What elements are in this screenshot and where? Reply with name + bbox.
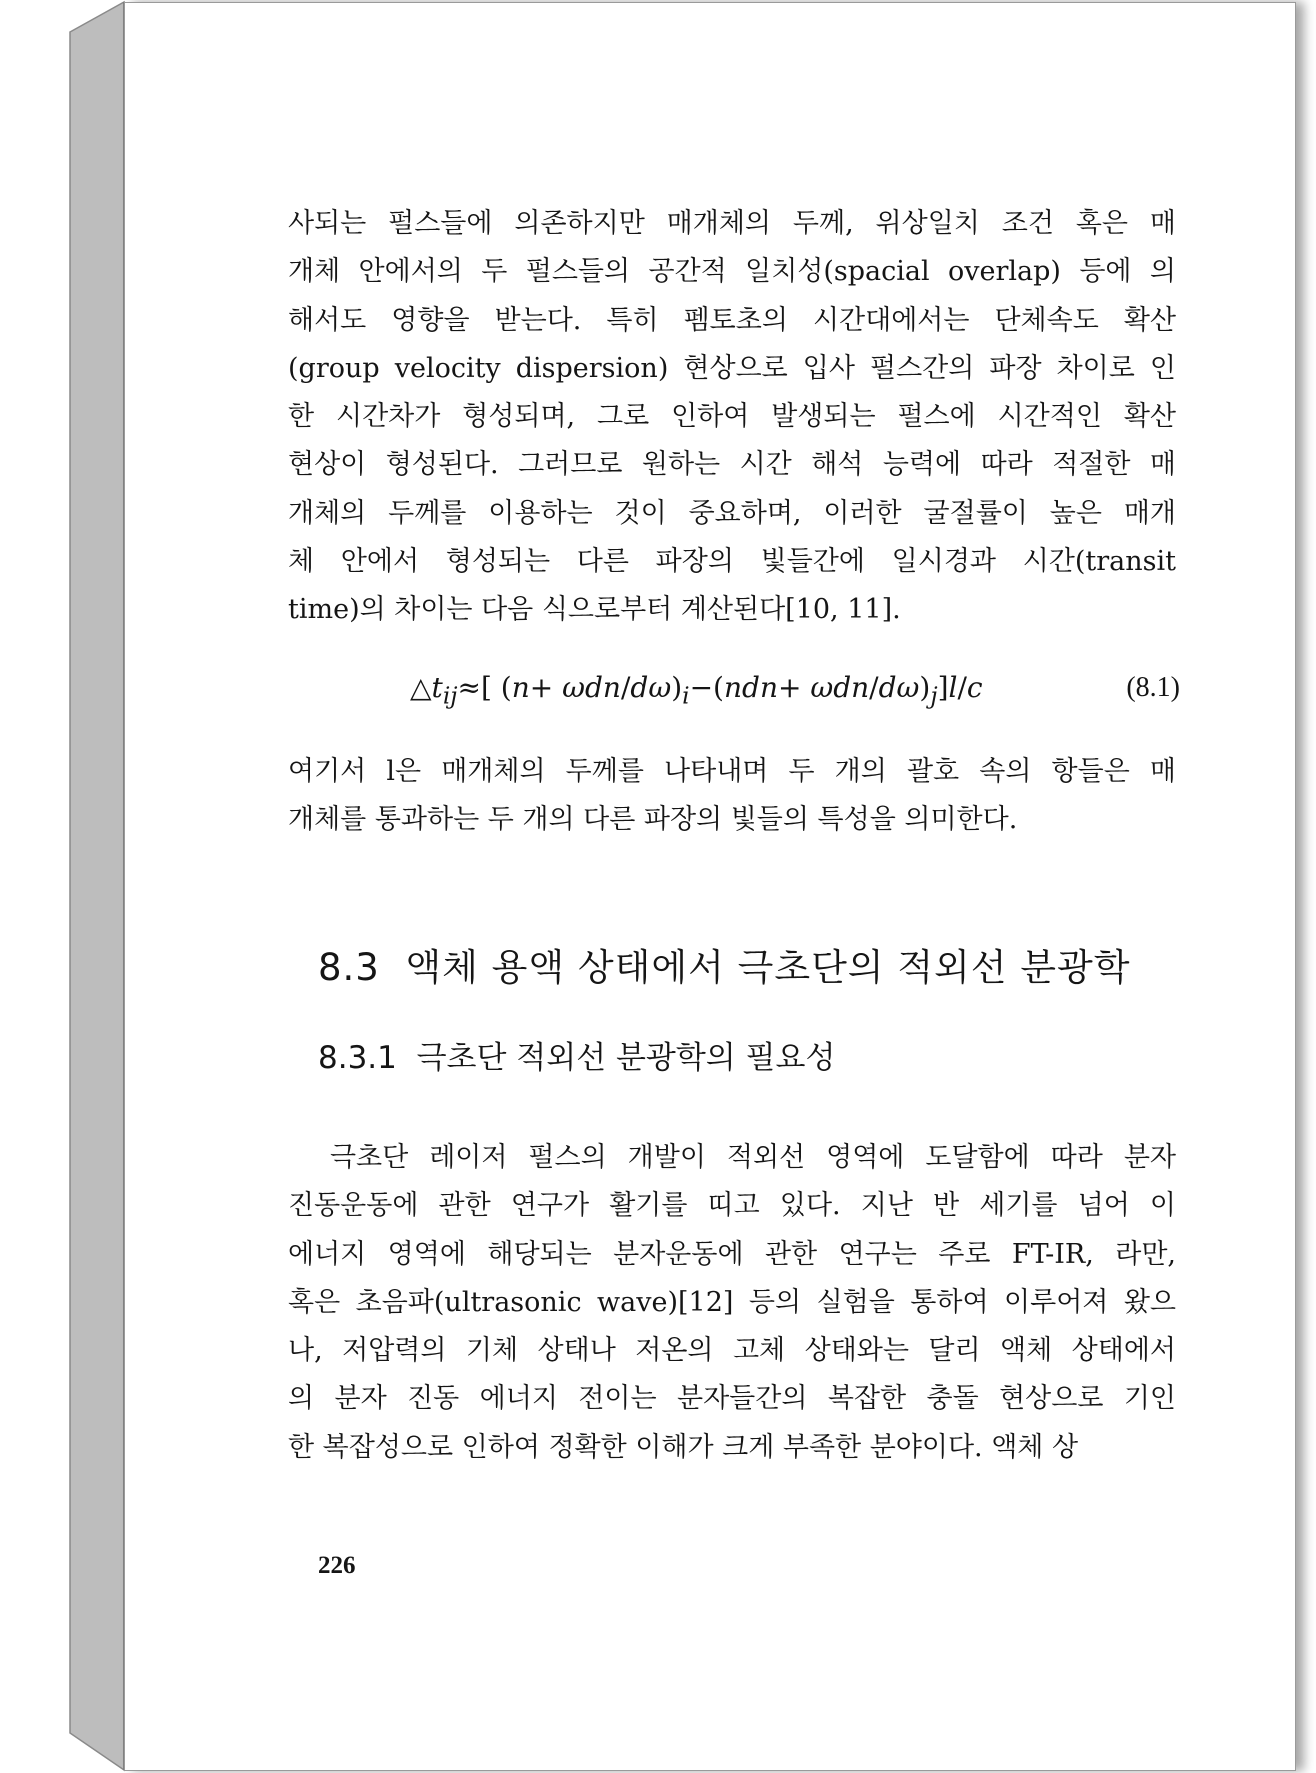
text-line: 개체를 통과하는 두 개의 다른 파장의 빛들의 특성을 의미한다. — [288, 804, 1018, 836]
text-line: time)의 차이는 다음 식으로부터 계산된다[10, 11]. — [288, 594, 901, 626]
text-line: 나, 저압력의 기체 상태나 저온의 고체 상태와는 달리 액체 상태에서 — [288, 1335, 1176, 1367]
text-line: (group velocity dispersion) 현상으로 입사 펄스간의 파장 차이로 인 — [288, 352, 1176, 384]
paragraph-2 — [288, 748, 1176, 845]
paragraph-3 — [288, 1134, 1176, 1472]
equation-expression: $\triangle t_{ij}\approx$[ (n+ ωdn/$d\omega)_i-(ndn+ \omega dn/d\omega)_j]l/c$ — [410, 671, 983, 710]
text-line: 사되는 펄스들에 의존하지만 매개체의 두께, 위상일치 조건 혹은 매 — [288, 208, 1176, 239]
equation-number: (8.1) — [1126, 672, 1180, 703]
text-line: 여기서 l은 매개체의 두께를 나타내며 두 개의 괄호 속의 항들은 매 — [288, 756, 1176, 787]
text-block-3 — [288, 1134, 1176, 1472]
text-line: 진동운동에 관한 연구가 활기를 띠고 있다. 지난 반 세기를 넘어 이 — [288, 1190, 1176, 1222]
text-block — [288, 200, 1176, 635]
text-line: 한 시간차가 형성되며, 그로 인하여 발생되는 펄스에 시간적인 확산 — [288, 401, 1176, 433]
text-line: 한 복잡성으로 인하여 정확한 이해가 크게 부족한 분야이다. 액체 상 — [288, 1431, 1079, 1463]
text-line: 개체의 두께를 이용하는 것이 중요하며, 이러한 굴절률이 높은 매개 — [288, 497, 1176, 529]
text-line: 개체 안에서의 두 펄스들의 공간적 일치성(spacial overlap) 등에 의 — [288, 256, 1176, 288]
book-spine — [70, 2, 124, 1770]
equation-8-1 — [410, 666, 1180, 710]
text-block-2 — [288, 748, 1176, 845]
page-number: 226 — [318, 1552, 356, 1579]
subsection-heading: 8.3.1 극초단 적외선 분광학의 필요성 — [318, 1040, 836, 1076]
text-line: 혹은 초음파(ultrasonic wave)[12] 등의 실험을 통하여 이루어져 왔으 — [288, 1286, 1176, 1318]
section-heading: 8.3 액체 용액 상태에서 극초단의 적외선 분광학 — [318, 946, 1131, 989]
text-line: 현상이 형성된다. 그러므로 원하는 시간 해석 능력에 따라 적절한 매 — [288, 449, 1176, 481]
text-line: 에너지 영역에 해당되는 분자운동에 관한 연구는 주로 FT-IR, 라만, — [288, 1238, 1176, 1270]
text-line: 극초단 레이저 펄스의 개발이 적외선 영역에 도달함에 따라 분자 — [288, 1142, 1176, 1173]
text-line: 체 안에서 형성되는 다른 파장의 빛들간에 일시경과 시간(transit — [288, 546, 1176, 578]
text-line: 의 분자 진동 에너지 전이는 분자들간의 복잡한 충돌 현상으로 기인 — [288, 1383, 1176, 1415]
text-line: 해서도 영향을 받는다. 특히 펨토초의 시간대에서는 단체속도 확산 — [288, 304, 1176, 336]
paragraph-1 — [288, 200, 1176, 635]
